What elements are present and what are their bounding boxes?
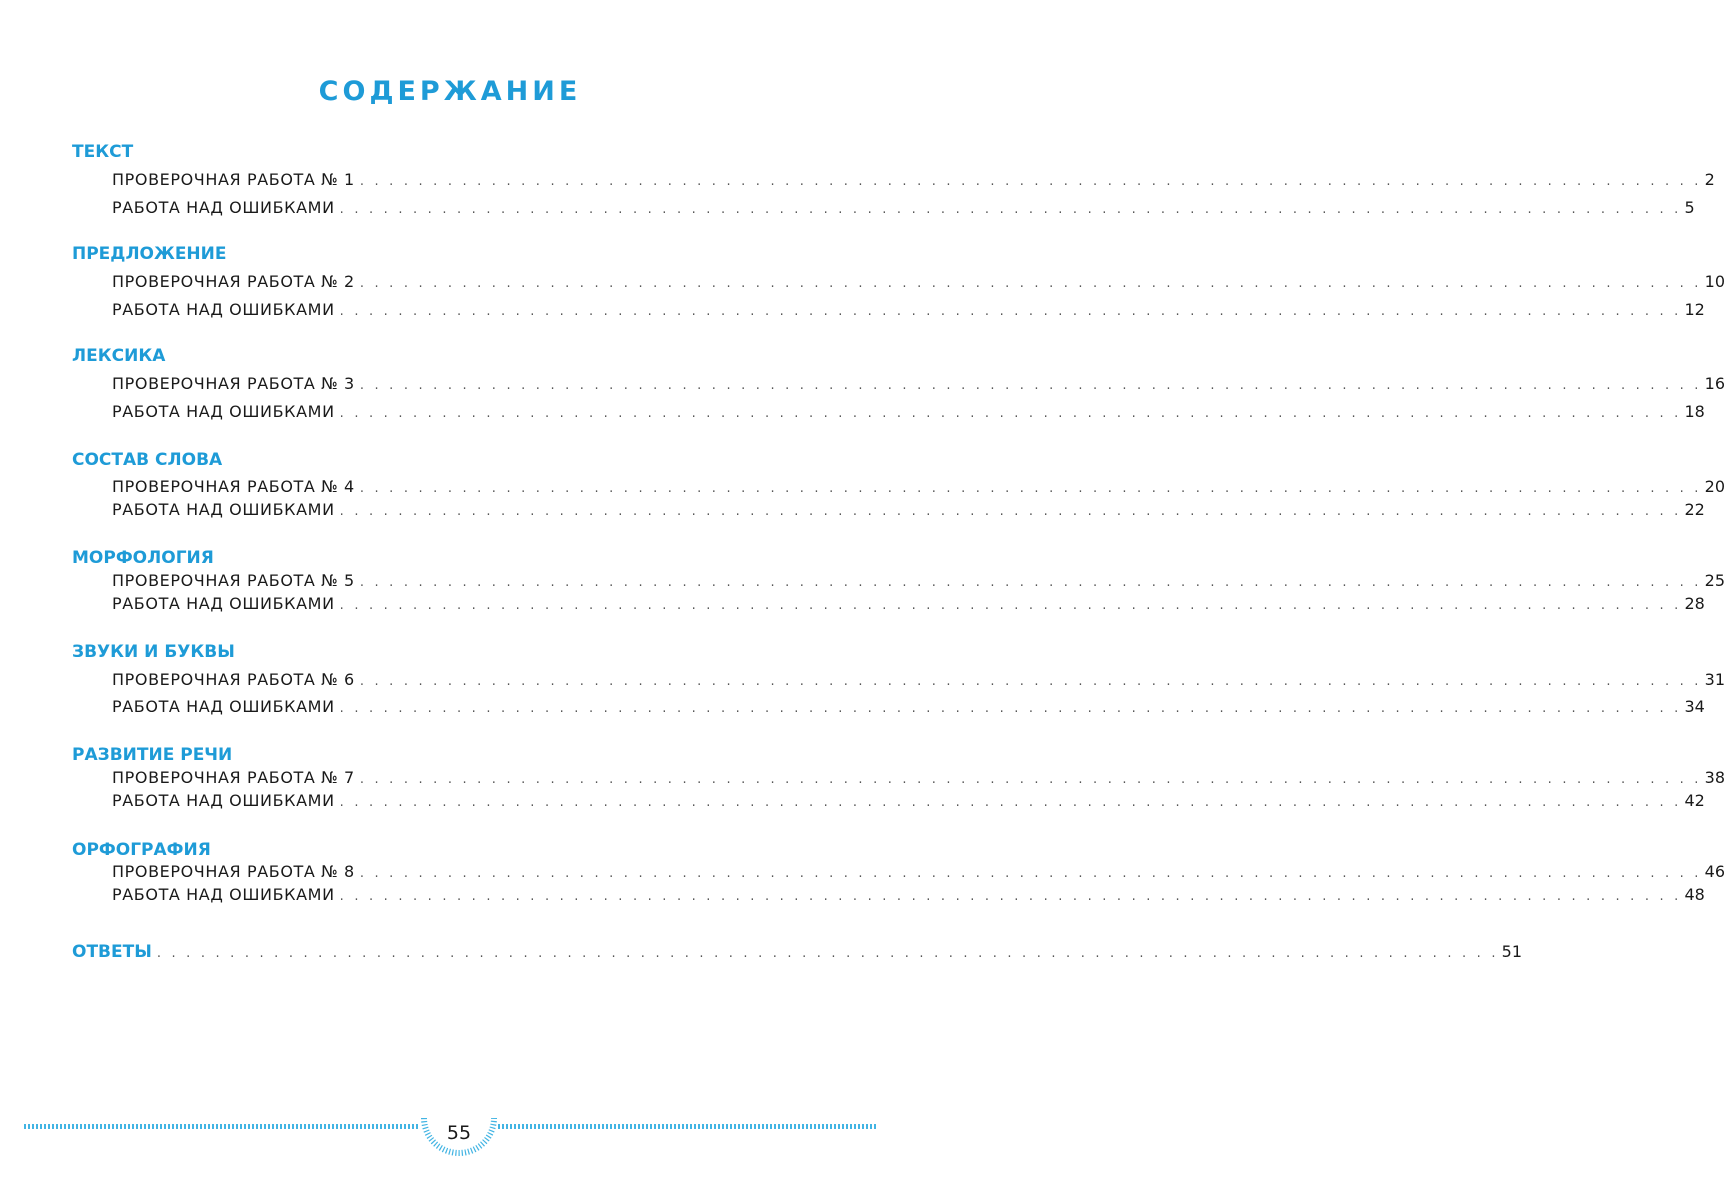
section-heading-orthography: ОРФОГРАФИЯ [72,840,211,860]
toc-entry-label: РАБОТА НАД ОШИБКАМИ [112,697,335,716]
dot-leader: . . . . . . . . . . . . . . . . . . . . . . . . . . . . . . . . . . . . . . . . . . . . . . . . . . . . . . . . . . . . . . . . . . . . . . . . . . . . . . . . . . . . . . . . . . . . [339,202,1682,217]
dot-leader: . . . . . . . . . . . . . . . . . . . . . . . . . . . . . . . . . . . . . . . . . . . . . . . . . . . . . . . . . . . . . . . . . . . . . . . . . . . . . . . . . . . . . . . . . . . . [339,701,1682,716]
footer-divider-right [498,1124,876,1129]
dot-leader: . . . . . . . . . . . . . . . . . . . . . . . . . . . . . . . . . . . . . . . . . . . . . . . . . . . . . . . . . . . . . . . . . . . . . . . . . . . . . . . . . . . . . . . . . . . . [339,598,1682,613]
toc-entry-label: ПРОВЕРОЧНАЯ РАБОТА № 7 [112,768,355,787]
toc-entry[interactable] [112,402,1705,421]
page-number: 55 [446,1122,472,1144]
dot-leader: . . . . . . . . . . . . . . . . . . . . . . . . . . . . . . . . . . . . . . . . . . . . . . . . . . . . . . . . . . . . . . . . . . . . . . . . . . . . . . . . . . . . . . . . . . . . [156,946,1499,961]
dot-leader: . . . . . . . . . . . . . . . . . . . . . . . . . . . . . . . . . . . . . . . . . . . . . . . . . . . . . . . . . . . . . . . . . . . . . . . . . . . . . . . . . . . . . . . . . . . . [339,889,1682,904]
toc-entry-page: 31 [1704,670,1725,689]
section-heading-lexicon: ЛЕКСИКА [72,346,166,366]
dot-leader: . . . . . . . . . . . . . . . . . . . . . . . . . . . . . . . . . . . . . . . . . . . . . . . . . . . . . . . . . . . . . . . . . . . . . . . . . . . . . . . . . . . . . . . . . . . . [359,674,1702,689]
toc-entry-label: РАБОТА НАД ОШИБКАМИ [112,198,335,217]
section-heading-morphology: МОРФОЛОГИЯ [72,548,214,568]
toc-entry[interactable] [112,300,1705,319]
section-heading-sentence: ПРЕДЛОЖЕНИЕ [72,244,227,264]
section-heading-text: ТЕКСТ [72,142,134,162]
dot-leader: . . . . . . . . . . . . . . . . . . . . . . . . . . . . . . . . . . . . . . . . . . . . . . . . . . . . . . . . . . . . . . . . . . . . . . . . . . . . . . . . . . . . . . . . . . . . [339,504,1682,519]
toc-entry-page: 18 [1684,402,1705,421]
dot-leader: . . . . . . . . . . . . . . . . . . . . . . . . . . . . . . . . . . . . . . . . . . . . . . . . . . . . . . . . . . . . . . . . . . . . . . . . . . . . . . . . . . . . . . . . . . . . [359,378,1702,393]
toc-entry[interactable] [112,571,1725,590]
section-heading-sounds-letters: ЗВУКИ И БУКВЫ [72,642,235,662]
answers-label: ОТВЕТЫ [72,942,152,962]
toc-entry-page: 28 [1684,594,1705,613]
dot-leader: . . . . . . . . . . . . . . . . . . . . . . . . . . . . . . . . . . . . . . . . . . . . . . . . . . . . . . . . . . . . . . . . . . . . . . . . . . . . . . . . . . . . . . . . . . . . [359,575,1702,590]
toc-entry-label: ПРОВЕРОЧНАЯ РАБОТА № 3 [112,374,355,393]
footer-divider-left [24,1124,419,1129]
section-heading-speech-development: РАЗВИТИЕ РЕЧИ [72,745,233,765]
toc-entry-page: 12 [1684,300,1705,319]
toc-entry-page: 10 [1704,272,1725,291]
toc-entry-page: 25 [1704,571,1725,590]
dot-leader: . . . . . . . . . . . . . . . . . . . . . . . . . . . . . . . . . . . . . . . . . . . . . . . . . . . . . . . . . . . . . . . . . . . . . . . . . . . . . . . . . . . . . . . . . . . . [359,866,1702,881]
page-title: СОДЕРЖАНИЕ [318,76,582,107]
toc-entry-page: 22 [1684,500,1705,519]
toc-entry-label: РАБОТА НАД ОШИБКАМИ [112,791,335,810]
toc-entry-page: 38 [1704,768,1725,787]
toc-entry-page: 20 [1704,477,1725,496]
toc-entry-label: ПРОВЕРОЧНАЯ РАБОТА № 2 [112,272,355,291]
toc-entry-label: ПРОВЕРОЧНАЯ РАБОТА № 6 [112,670,355,689]
toc-entry[interactable] [112,862,1725,881]
toc-entry-label: ПРОВЕРОЧНАЯ РАБОТА № 4 [112,477,355,496]
toc-entry-label: ПРОВЕРОЧНАЯ РАБОТА № 5 [112,571,355,590]
toc-entry-label: ПРОВЕРОЧНАЯ РАБОТА № 8 [112,862,355,881]
toc-entry-page: 2 [1704,170,1715,189]
toc-entry[interactable] [112,697,1705,716]
dot-leader: . . . . . . . . . . . . . . . . . . . . . . . . . . . . . . . . . . . . . . . . . . . . . . . . . . . . . . . . . . . . . . . . . . . . . . . . . . . . . . . . . . . . . . . . . . . . [339,795,1682,810]
toc-entry[interactable] [112,198,1695,217]
toc-entry-label: РАБОТА НАД ОШИБКАМИ [112,885,335,904]
toc-entry-page: 42 [1684,791,1705,810]
dot-leader: . . . . . . . . . . . . . . . . . . . . . . . . . . . . . . . . . . . . . . . . . . . . . . . . . . . . . . . . . . . . . . . . . . . . . . . . . . . . . . . . . . . . . . . . . . . . [359,481,1702,496]
toc-entry[interactable] [112,477,1725,496]
dot-leader: . . . . . . . . . . . . . . . . . . . . . . . . . . . . . . . . . . . . . . . . . . . . . . . . . . . . . . . . . . . . . . . . . . . . . . . . . . . . . . . . . . . . . . . . . . . . [339,304,1682,319]
toc-entry-page: 46 [1704,862,1725,881]
toc-entry[interactable] [112,500,1705,519]
toc-entry[interactable] [112,885,1705,904]
toc-entry[interactable] [112,272,1725,291]
toc-entry-label: РАБОТА НАД ОШИБКАМИ [112,300,335,319]
dot-leader: . . . . . . . . . . . . . . . . . . . . . . . . . . . . . . . . . . . . . . . . . . . . . . . . . . . . . . . . . . . . . . . . . . . . . . . . . . . . . . . . . . . . . . . . . . . . [339,406,1682,421]
dot-leader: . . . . . . . . . . . . . . . . . . . . . . . . . . . . . . . . . . . . . . . . . . . . . . . . . . . . . . . . . . . . . . . . . . . . . . . . . . . . . . . . . . . . . . . . . . . . [359,276,1702,291]
answers-page: 51 [1501,942,1523,961]
toc-entry[interactable] [112,768,1725,787]
toc-entry-page: 34 [1684,697,1705,716]
toc-entry[interactable] [112,594,1705,613]
toc-entry-label: РАБОТА НАД ОШИБКАМИ [112,402,335,421]
toc-entry[interactable] [112,670,1725,689]
toc-entry[interactable] [112,374,1725,393]
dot-leader: . . . . . . . . . . . . . . . . . . . . . . . . . . . . . . . . . . . . . . . . . . . . . . . . . . . . . . . . . . . . . . . . . . . . . . . . . . . . . . . . . . . . . . . . . . . . [359,772,1702,787]
toc-entry-page: 16 [1704,374,1725,393]
toc-entry-label: РАБОТА НАД ОШИБКАМИ [112,500,335,519]
toc-entry-label: РАБОТА НАД ОШИБКАМИ [112,594,335,613]
toc-entry-page: 5 [1684,198,1695,217]
toc-entry-page: 48 [1684,885,1705,904]
toc-entry[interactable] [112,791,1705,810]
section-heading-word-structure: СОСТАВ СЛОВА [72,450,223,470]
toc-entry-answers[interactable] [72,942,1523,962]
dot-leader: . . . . . . . . . . . . . . . . . . . . . . . . . . . . . . . . . . . . . . . . . . . . . . . . . . . . . . . . . . . . . . . . . . . . . . . . . . . . . . . . . . . . . . . . . . . . [359,174,1702,189]
toc-entry-label: ПРОВЕРОЧНАЯ РАБОТА № 1 [112,170,355,189]
toc-entry[interactable] [112,170,1715,189]
